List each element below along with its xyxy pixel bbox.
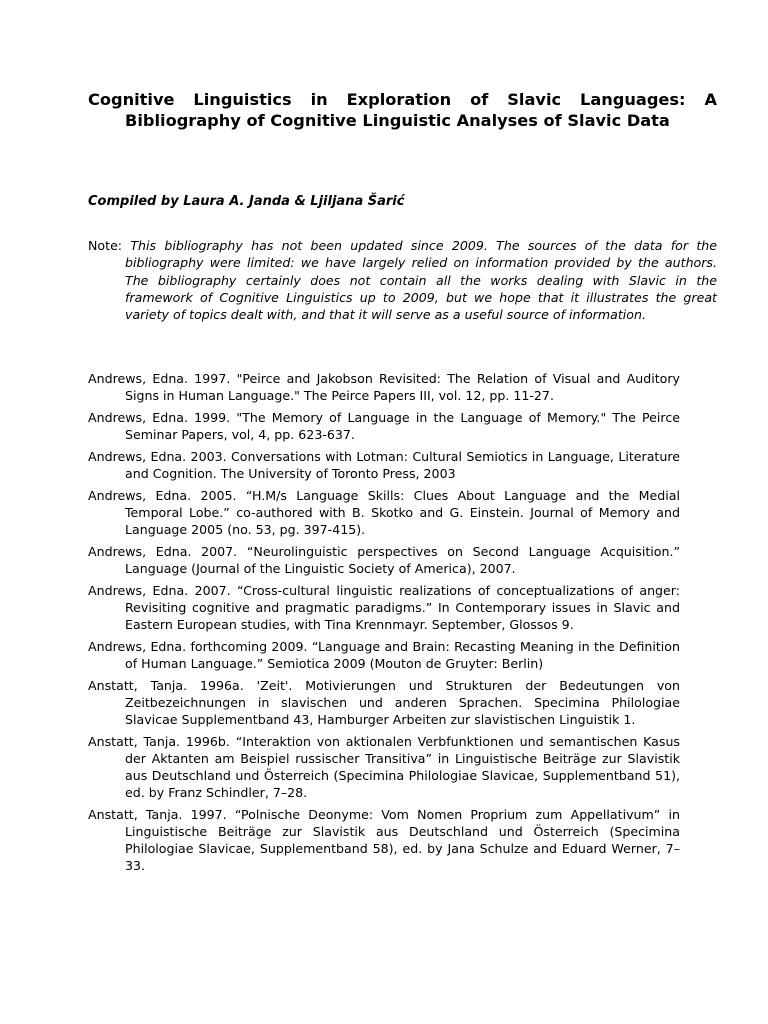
bibliography-entry: Andrews, Edna. 2007. “Neurolinguistic perspectives on Second Language Acquisition.” Language (Journal of the Linguistic Society of America), 2007. (88, 544, 680, 576)
bibliography-entry: Andrews, Edna. 2005. “H.M/s Language Skills: Clues About Language and the Medial Temporal Lobe.” co-authored with B. Skotko and G. Einstein. Journal of Memory and Language 2005 (no. 53, pg. 397-415). (88, 488, 680, 537)
document-title: Cognitive Linguistics in Exploration of Slavic Languages: A Bibliography of Cognitive Linguistic Analyses of Slavic Data (88, 90, 717, 130)
bibliography-entry: Andrews, Edna. forthcoming 2009. “Language and Brain: Recasting Meaning in the Definition of Human Language.” Semiotica 2009 (Mouton de Gruyter: Berlin) (88, 639, 680, 671)
bibliography-entry: Anstatt, Tanja. 1996a. 'Zeit'. Motivierungen und Strukturen der Bedeutungen von Zeitbezeichnungen in slavischen und anderen Sprachen. Specimina Philologiae Slavicae Supplementband 43, Hamburger Arbeiten zur slavistischen Linguistik 1. (88, 678, 680, 727)
note-text: This bibliography has not been updated since 2009. The sources of the data for the bibliography were limited: we have largely relied on information provided by the authors. The bibliography certainly does not contain all the works dealing with Slavic in the framework of Cognitive Linguistics up to 2009, but we hope that it illustrates the great variety of topics dealt with, and that it will serve as a useful source of information. (125, 238, 717, 323)
bibliography-entry: Anstatt, Tanja. 1996b. “Interaktion von aktionalen Verbfunktionen und semantischen Kasus der Aktanten am Beispiel russischer Transitiva” in Linguistische Beiträge zur Slavistik aus Deutschland und Österreich (Specimina Philologiae Slavicae, Supplementband 51), ed. by Franz Schindler, 7–28. (88, 734, 680, 800)
bibliography-entry: Andrews, Edna. 2003. Conversations with Lotman: Cultural Semiotics in Language, Literature and Cognition. The University of Toronto Press, 2003 (88, 449, 680, 481)
bibliography-entry: Andrews, Edna. 1997. "Peirce and Jakobson Revisited: The Relation of Visual and Auditory Signs in Human Language." The Peirce Papers III, vol. 12, pp. 11-27. (88, 371, 680, 403)
bibliography-list (88, 370, 680, 879)
bibliography-entry: Anstatt, Tanja. 1997. “Polnische Deonyme: Vom Nomen Proprium zum Appellativum” in Linguistische Beiträge zur Slavistik aus Deutschland und Österreich (Specimina Philologiae Slavicae, Supplementband 58), ed. by Jana Schulze and Eduard Werner, 7–33. (88, 807, 680, 873)
note-paragraph (88, 237, 717, 323)
compiled-by-line: Compiled by Laura A. Janda & Ljiljana Šarić (88, 194, 405, 209)
bibliography-entry: Andrews, Edna. 2007. “Cross-cultural linguistic realizations of conceptualizations of anger: Revisiting cognitive and pragmatic paradigms.” In Contemporary issues in Slavic and Eastern European studies, with Tina Krennmayr. September, Glossos 9. (88, 583, 680, 632)
bibliography-entry: Andrews, Edna. 1999. "The Memory of Language in the Language of Memory." The Peirce Seminar Papers, vol, 4, pp. 623-637. (88, 410, 680, 442)
note-label: Note: (88, 238, 131, 253)
